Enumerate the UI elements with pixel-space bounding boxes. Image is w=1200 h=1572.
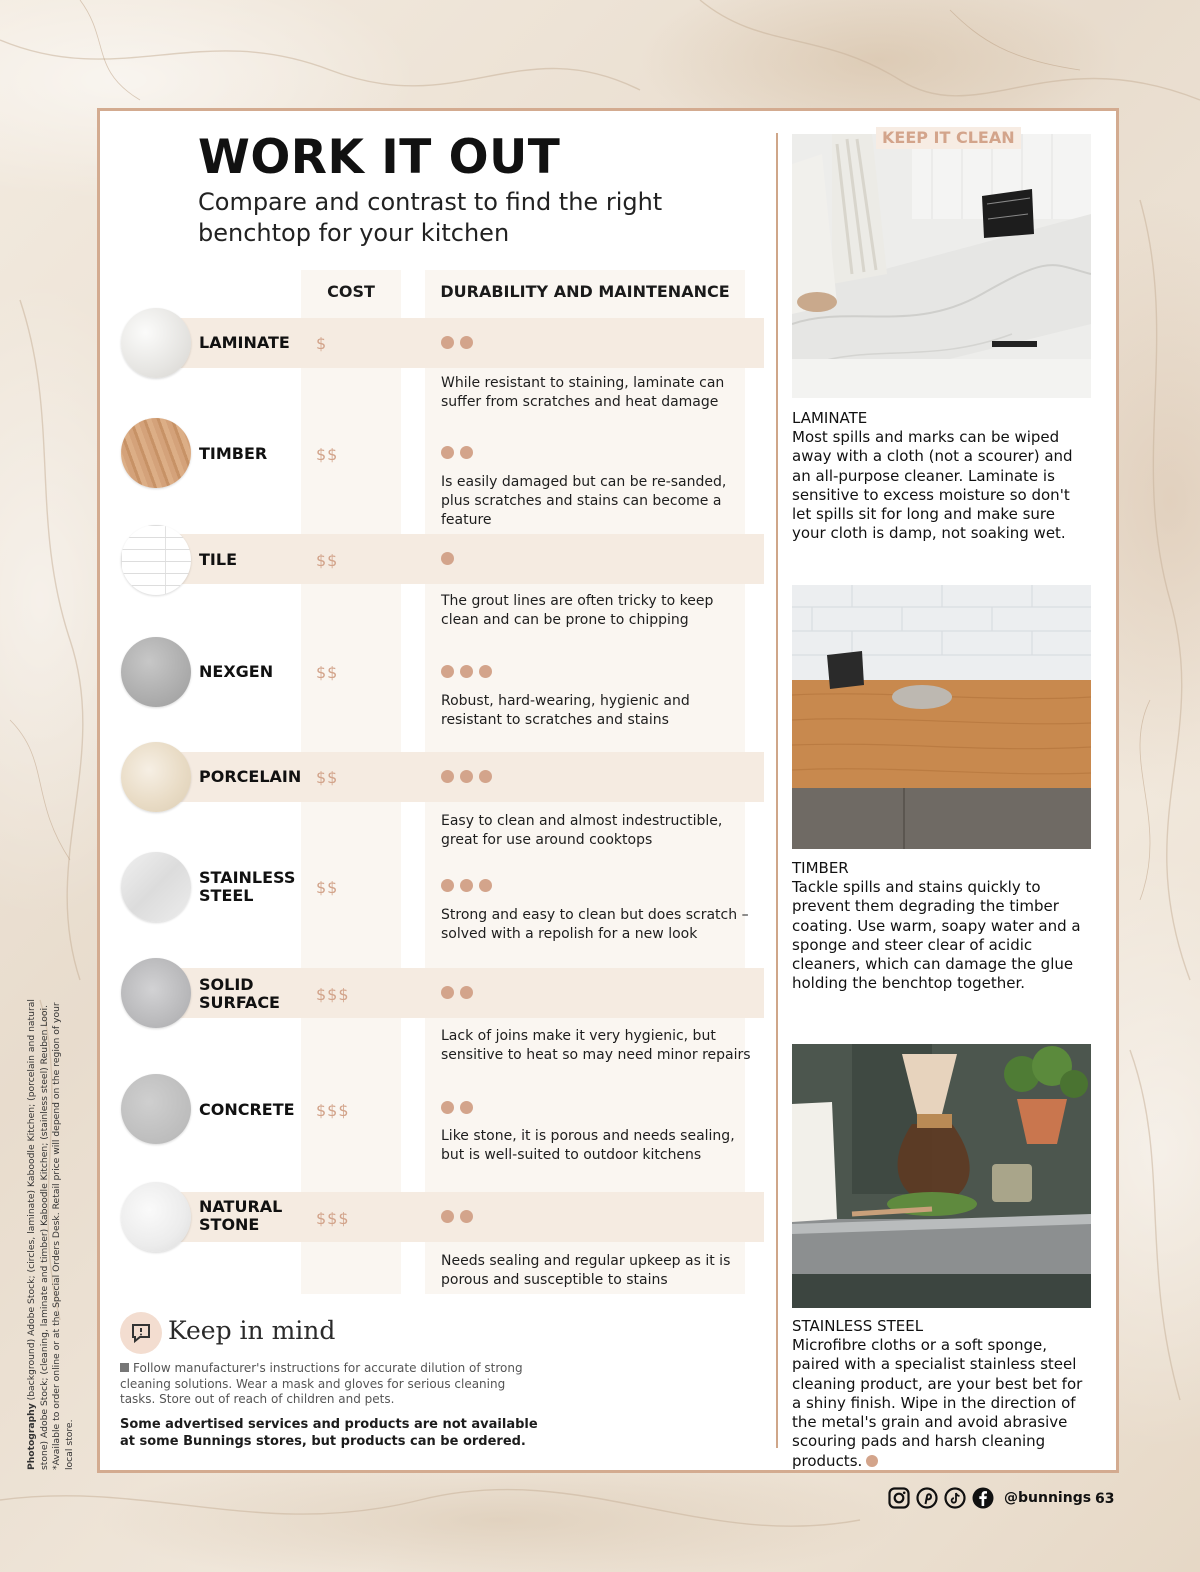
material-name-natural-stone: NATURAL STONE [199,1197,283,1234]
cost-laminate: $ [316,334,328,353]
description-concrete: Like stone, it is porous and needs sealing, but is well-suited to outdoor kitchens [441,1128,735,1163]
durability-dot [479,879,492,892]
description-nexgen: Robust, hard-wearing, hygienic and resistant to scratches and stains [441,693,690,728]
description-stainless-steel: Strong and easy to clean but does scratch – solved with a repolish for a new look [441,907,749,942]
durability-dots-solid-surface [441,986,473,1000]
concrete-swatch [121,1074,191,1144]
durability-dots-timber [441,446,473,460]
durability-dot [441,446,454,459]
cost-nexgen: $$ [316,663,339,682]
material-name-timber: TIMBER [199,444,268,463]
laminate-kitchen-photo [792,134,1091,398]
cost-natural-stone: $$$ [316,1209,350,1228]
material-name-laminate: LAMINATE [199,333,290,352]
clean-text-laminate: Most spills and marks can be wiped away with a cloth (not a scourer) and an all-purpose cleaner. Laminate is sensitive to excess moisture so don't let spills sit for long and make sure your cloth is damp, not soaking wet. [792,428,1073,543]
stainless-steel-swatch [121,852,191,922]
cost-porcelain: $$ [316,768,339,787]
porcelain-swatch [121,742,191,812]
durability-dot [460,879,473,892]
durability-dot [441,986,454,999]
durability-dots-natural-stone [441,1210,473,1224]
timber-swatch [121,418,191,488]
material-name-porcelain: PORCELAIN [199,767,302,786]
cost-solid-surface: $$$ [316,985,350,1004]
durability-dot [441,552,454,565]
instagram-icon[interactable] [888,1487,910,1509]
solid-surface-swatch [121,958,191,1028]
cost-timber: $$ [316,445,339,464]
durability-dots-tile [441,552,454,566]
cost-concrete: $$$ [316,1101,350,1120]
durability-dot [441,1101,454,1114]
durability-dots-nexgen [441,665,492,679]
clean-title-timber: TIMBER [792,859,849,877]
social-handle[interactable]: @bunnings [1004,1490,1092,1506]
page-number: 63 [1095,1491,1115,1507]
cost-column-header: COST [327,282,375,301]
durability-column-header: DURABILITY AND MAINTENANCE [440,282,730,301]
page-title: WORK IT OUT [198,130,561,185]
clean-title-stainless-steel: STAINLESS STEEL [792,1317,924,1335]
photography-credit: Photography (background) Adobe Stock; (circles, laminate) Kaboodle Kitchen; (porcelain and natural stone) Adobe Stock; (cleaning, laminate and timber) Kaboodle Kitchen; (stainless steel) Reuben Looi. *Available to order online or at the Special Orders Desk. Retail price will depend on the region of your local store. [26,999,75,1470]
social-links [888,1487,1091,1509]
durability-dot [479,770,492,783]
material-name-concrete: CONCRETE [199,1100,295,1119]
keep-in-mind-text: Follow manufacturer's instructions for accurate dilution of strong cleaning solutions. Wear a mask and gloves for serious cleaning tasks. Store out of reach of children and pets. [120,1361,523,1406]
durability-dot [441,770,454,783]
material-name-nexgen: NEXGEN [199,662,274,681]
durability-dots-laminate [441,336,473,350]
speech-bubble-icon [120,1312,162,1354]
tiktok-icon[interactable] [944,1487,966,1509]
keep-in-mind-title: Keep in mind [168,1316,336,1345]
durability-dot [460,665,473,678]
clean-text-stainless-steel: Microfibre cloths or a soft sponge, paired with a specialist stainless steel cleaning product, are your best bet for a shiny finish. Wipe in the direction of the metal's grain and avoid abrasive scouring pads and harsh cleaning products. [792,1336,1083,1470]
cost-tile: $$ [316,551,339,570]
durability-dot [441,336,454,349]
bullet-square [120,1363,129,1372]
material-name-stainless-steel: STAINLESS STEEL [199,868,296,905]
durability-dots-porcelain [441,770,492,784]
description-natural-stone: Needs sealing and regular upkeep as it is porous and susceptible to stains [441,1253,731,1288]
description-porcelain: Easy to clean and almost indestructible, great for use around cooktops [441,813,723,848]
durability-dot [479,665,492,678]
availability-notice: Some advertised services and products are not available at some Bunnings stores, but products can be ordered. [120,1417,538,1449]
pinterest-icon[interactable] [916,1487,938,1509]
cost-stainless-steel: $$ [316,878,339,897]
keep-it-clean-tag: KEEP IT CLEAN [876,127,1021,149]
timber-kitchen-photo [792,585,1091,849]
durability-dot [441,1210,454,1223]
durability-dot [460,336,473,349]
durability-dots-concrete [441,1101,473,1115]
laminate-swatch [121,308,191,378]
nexgen-swatch [121,637,191,707]
durability-dot [460,1101,473,1114]
stainless-steel-kitchen-photo [792,1044,1091,1308]
description-laminate: While resistant to staining, laminate can suffer from scratches and heat damage [441,375,725,410]
page-subtitle: Compare and contrast to find the right benchtop for your kitchen [198,188,663,247]
end-mark-dot [866,1455,878,1467]
description-tile: The grout lines are often tricky to keep clean and can be prone to chipping [441,593,714,628]
durability-dots-stainless-steel [441,879,492,893]
material-name-tile: TILE [199,550,237,569]
description-timber: Is easily damaged but can be re-sanded, plus scratches and stains can become a feature [441,474,727,528]
material-name-solid-surface: SOLID SURFACE [199,975,280,1012]
clean-title-laminate: LAMINATE [792,409,868,427]
durability-dot [460,770,473,783]
durability-dot [441,879,454,892]
durability-dot [460,446,473,459]
clean-text-timber: Tackle spills and stains quickly to prevent them degrading the timber coating. Use warm, soapy water and a sponge and steer clear of acidic cleaners, which can damage the glue holding the benchtop together. [792,878,1081,993]
facebook-icon[interactable] [972,1487,994,1509]
durability-dot [460,986,473,999]
natural-stone-swatch [121,1182,191,1252]
description-solid-surface: Lack of joins make it very hygienic, but sensitive to heat so may need minor repairs [441,1028,751,1063]
column-divider [776,133,778,1448]
durability-dot [441,665,454,678]
tile-swatch [121,525,191,595]
durability-dot [460,1210,473,1223]
